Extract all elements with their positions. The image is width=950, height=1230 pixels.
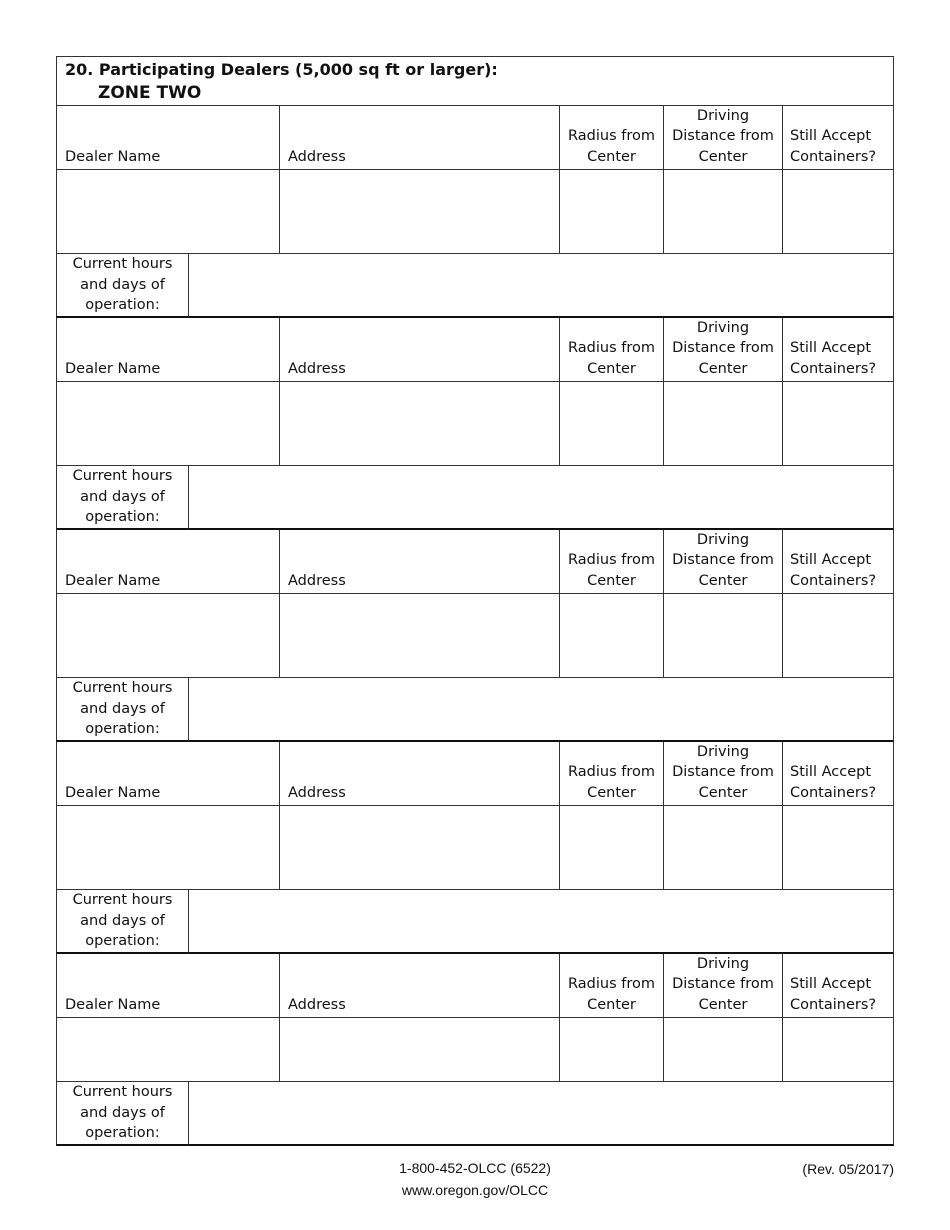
field-accept[interactable] <box>783 170 894 254</box>
column-header-accept <box>783 954 894 1018</box>
column-header-label: Radius from Center <box>568 764 655 801</box>
field-address[interactable] <box>280 1018 560 1082</box>
hours-label: Current hours and days of operation: <box>56 254 189 318</box>
field-hours[interactable] <box>189 466 894 530</box>
column-header-label: Dealer Name <box>65 572 161 589</box>
column-header-accept <box>783 530 894 594</box>
field-driving[interactable] <box>664 170 783 254</box>
dealer-entry <box>56 106 894 318</box>
column-header-address <box>280 106 560 170</box>
field-address[interactable] <box>280 170 560 254</box>
column-header-label: Driving Distance from Center <box>672 955 774 1013</box>
field-driving[interactable] <box>664 1018 783 1082</box>
column-header-label: Still Accept Containers? <box>790 764 877 801</box>
column-header-label: Address <box>288 360 346 377</box>
field-dealer-name[interactable] <box>56 382 280 466</box>
column-header-label: Driving Distance from Center <box>672 107 774 165</box>
column-header-dealer-name <box>56 742 280 806</box>
column-header-address <box>280 954 560 1018</box>
column-header-label: Driving Distance from Center <box>672 743 774 801</box>
field-address[interactable] <box>280 806 560 890</box>
column-header-label: Radius from Center <box>568 340 655 377</box>
field-address[interactable] <box>280 382 560 466</box>
column-header-address <box>280 742 560 806</box>
column-header-label: Address <box>288 148 346 165</box>
hours-label: Current hours and days of operation: <box>56 466 189 530</box>
field-radius[interactable] <box>560 382 664 466</box>
column-header-dealer-name <box>56 954 280 1018</box>
field-accept[interactable] <box>783 1018 894 1082</box>
column-header-dealer-name <box>56 106 280 170</box>
column-header-driving <box>664 318 783 382</box>
column-header-driving <box>664 530 783 594</box>
section-title-box <box>56 56 894 106</box>
field-dealer-name[interactable] <box>56 1018 280 1082</box>
field-hours[interactable] <box>189 1082 894 1146</box>
column-header-label: Still Accept Containers? <box>790 552 877 589</box>
field-hours[interactable] <box>189 890 894 954</box>
column-header-driving <box>664 106 783 170</box>
column-header-label: Driving Distance from Center <box>672 319 774 377</box>
column-header-label: Still Accept Containers? <box>790 976 877 1013</box>
column-header-accept <box>783 318 894 382</box>
column-header-label: Address <box>288 996 346 1013</box>
column-header-driving <box>664 742 783 806</box>
column-header-radius <box>560 954 664 1018</box>
field-hours[interactable] <box>189 254 894 318</box>
field-accept[interactable] <box>783 382 894 466</box>
dealer-form <box>56 56 894 1146</box>
column-header-label: Dealer Name <box>65 784 161 801</box>
column-header-label: Dealer Name <box>65 996 161 1013</box>
footer-phone: 1-800-452-OLCC (6522) <box>399 1160 551 1176</box>
field-hours[interactable] <box>189 678 894 742</box>
column-header-accept <box>783 106 894 170</box>
column-header-radius <box>560 742 664 806</box>
field-accept[interactable] <box>783 594 894 678</box>
column-header-address <box>280 530 560 594</box>
column-header-label: Radius from Center <box>568 128 655 165</box>
column-header-label: Address <box>288 572 346 589</box>
column-header-label: Dealer Name <box>65 148 161 165</box>
column-header-dealer-name <box>56 530 280 594</box>
field-radius[interactable] <box>560 806 664 890</box>
column-header-driving <box>664 954 783 1018</box>
dealer-entry <box>56 954 894 1166</box>
field-radius[interactable] <box>560 1018 664 1082</box>
column-header-label: Radius from Center <box>568 976 655 1013</box>
field-driving[interactable] <box>664 382 783 466</box>
hours-label: Current hours and days of operation: <box>56 678 189 742</box>
hours-label: Current hours and days of operation: <box>56 890 189 954</box>
column-header-radius <box>560 318 664 382</box>
column-header-label: Driving Distance from Center <box>672 531 774 589</box>
hours-label: Current hours and days of operation: <box>56 1082 189 1146</box>
column-header-radius <box>560 530 664 594</box>
field-address[interactable] <box>280 594 560 678</box>
field-radius[interactable] <box>560 594 664 678</box>
field-driving[interactable] <box>664 806 783 890</box>
field-dealer-name[interactable] <box>56 594 280 678</box>
footer-revision: (Rev. 05/2017) <box>802 1161 894 1177</box>
field-accept[interactable] <box>783 806 894 890</box>
field-dealer-name[interactable] <box>56 806 280 890</box>
column-header-label: Still Accept Containers? <box>790 340 877 377</box>
column-header-address <box>280 318 560 382</box>
column-header-label: Radius from Center <box>568 552 655 589</box>
dealer-entry <box>56 742 894 954</box>
column-header-label: Dealer Name <box>65 360 161 377</box>
section-title: 20. Participating Dealers (5,000 sq ft or larger): <box>65 60 498 79</box>
field-driving[interactable] <box>664 594 783 678</box>
column-header-accept <box>783 742 894 806</box>
column-header-dealer-name <box>56 318 280 382</box>
zone-title: ZONE TWO <box>98 83 202 103</box>
footer-website: www.oregon.gov/OLCC <box>401 1182 549 1198</box>
field-dealer-name[interactable] <box>56 170 280 254</box>
column-header-label: Address <box>288 784 346 801</box>
column-header-radius <box>560 106 664 170</box>
column-header-label: Still Accept Containers? <box>790 128 877 165</box>
dealer-entry <box>56 318 894 530</box>
field-radius[interactable] <box>560 170 664 254</box>
dealer-entry <box>56 530 894 742</box>
